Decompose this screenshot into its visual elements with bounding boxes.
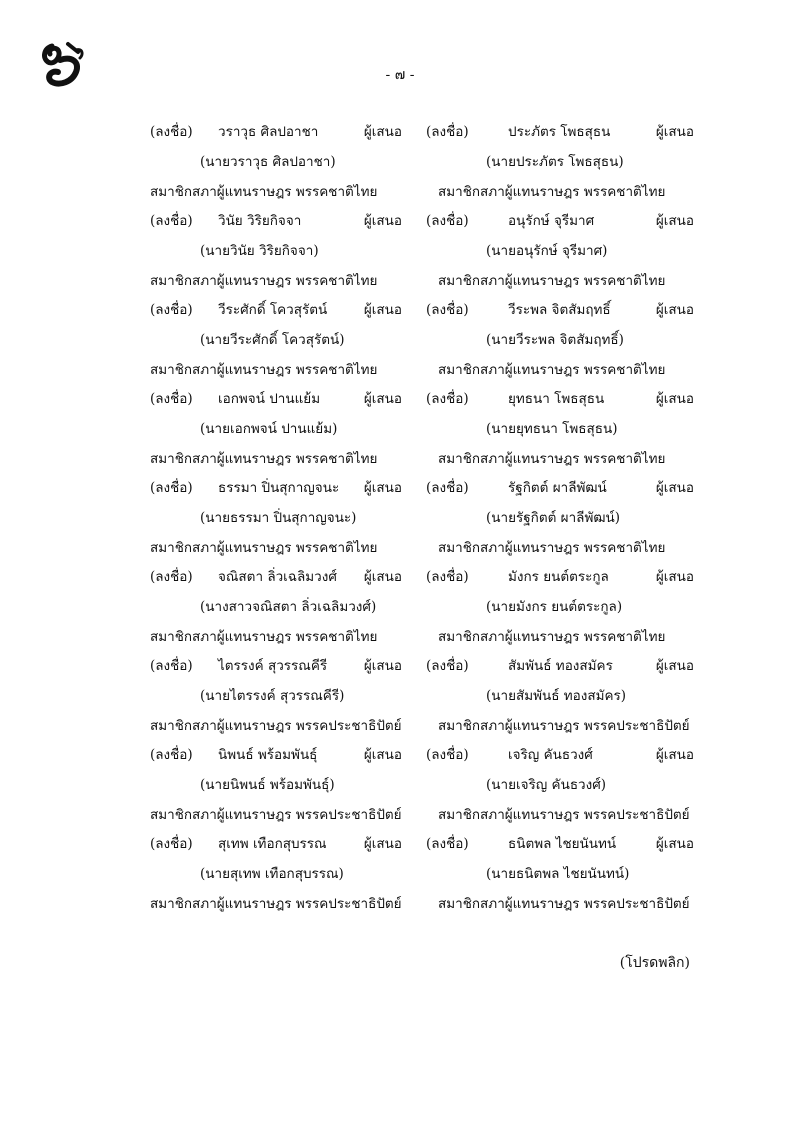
proposer-label: ผู้เสนอ <box>655 569 694 585</box>
signer-full-name: (นางสาวจณิสตา ลิ่วเฉลิมวงศ์) <box>200 599 377 615</box>
signer-full-name: (นายนิพนธ์ พร้อมพันธุ์) <box>200 777 335 793</box>
signature-right-sign <box>426 387 716 411</box>
signer-name: สุเทพ เทือกสุบรรณ <box>218 836 327 852</box>
signature-left-sign <box>150 298 420 322</box>
signature-right-full <box>426 239 716 263</box>
signature-right-sign <box>426 654 716 678</box>
signature-right-member <box>426 892 716 916</box>
signature-left-full <box>150 417 420 441</box>
signature-left-sign <box>150 565 420 589</box>
signer-membership: สมาชิกสภาผู้แทนราษฎร พรรคชาติไทย <box>150 362 378 378</box>
sign-label: (ลงชื่อ) <box>150 747 193 763</box>
signer-full-name: (นายรัฐกิตต์ ผาลีพัฒน์) <box>486 510 621 526</box>
signature-left-sign <box>150 654 420 678</box>
signature-right-member <box>426 625 716 649</box>
signer-full-name: (นายไตรรงค์ สุวรรณคีรี) <box>200 688 345 704</box>
signature-line-member <box>150 892 710 916</box>
sign-label: (ลงชื่อ) <box>426 124 469 140</box>
signature-right-full <box>426 773 716 797</box>
signature-left-sign <box>150 743 420 767</box>
signature-line-sign <box>150 654 710 678</box>
signature-left-full <box>150 328 420 352</box>
signer-membership: สมาชิกสภาผู้แทนราษฎร พรรคประชาธิปัตย์ <box>438 718 690 734</box>
signer-name: สัมพันธ์ ทองสมัคร <box>508 658 613 674</box>
signer-full-name: (นายสุเทพ เทือกสุบรรณ) <box>200 866 344 882</box>
signer-membership: สมาชิกสภาผู้แทนราษฎร พรรคประชาธิปัตย์ <box>438 807 690 823</box>
proposer-label: ผู้เสนอ <box>363 391 402 407</box>
signer-full-name: (นายธรรมา ปิ่นสุกาญจนะ) <box>200 510 357 526</box>
signature-line-member <box>150 180 710 204</box>
signature-left-full <box>150 150 420 174</box>
signature-left-full <box>150 862 420 886</box>
signature-line-full <box>150 684 710 708</box>
proposer-label: ผู้เสนอ <box>655 213 694 229</box>
proposer-label: ผู้เสนอ <box>655 658 694 674</box>
signature-line-sign <box>150 565 710 589</box>
signature-line-sign <box>150 387 710 411</box>
signature-left-sign <box>150 209 420 233</box>
signer-name: นิพนธ์ พร้อมพันธุ์ <box>218 747 318 763</box>
signature-line-sign <box>150 832 710 856</box>
signature-left-member <box>150 269 420 293</box>
signature-right-member <box>426 180 716 204</box>
signature-line-member <box>150 714 710 738</box>
signer-full-name: (นายประภัตร โพธสุธน) <box>486 154 624 170</box>
signature-line-member <box>150 269 710 293</box>
signature-right-sign <box>426 476 716 500</box>
sign-label: (ลงชื่อ) <box>150 480 193 496</box>
signer-membership: สมาชิกสภาผู้แทนราษฎร พรรคประชาธิปัตย์ <box>150 718 402 734</box>
signature-line-full <box>150 862 710 886</box>
signature-left-sign <box>150 387 420 411</box>
signature-line-member <box>150 536 710 560</box>
signature-right-full <box>426 150 716 174</box>
signature-left-member <box>150 358 420 382</box>
proposer-label: ผู้เสนอ <box>363 302 402 318</box>
proposer-label: ผู้เสนอ <box>363 480 402 496</box>
signer-name: วีระศักดิ์ โควสุรัตน์ <box>218 302 328 318</box>
signature-right-member <box>426 269 716 293</box>
signer-membership: สมาชิกสภาผู้แทนราษฎร พรรคประชาธิปัตย์ <box>150 807 402 823</box>
signer-full-name: (นายวีระพล จิตสัมฤทธิ์) <box>486 332 624 348</box>
signature-line-member <box>150 803 710 827</box>
signer-name: วีระพล จิตสัมฤทธิ์ <box>508 302 611 318</box>
signature-left-member <box>150 714 420 738</box>
signature-left-full <box>150 506 420 530</box>
signer-name: ยุทธนา โพธสุธน <box>508 391 605 407</box>
proposer-label: ผู้เสนอ <box>655 124 694 140</box>
signature-right-sign <box>426 565 716 589</box>
sign-label: (ลงชื่อ) <box>426 213 469 229</box>
signer-name: วินัย วิริยกิจจา <box>218 213 302 229</box>
signature-line-sign <box>150 120 710 144</box>
signature-left-full <box>150 595 420 619</box>
signature-left-member <box>150 180 420 204</box>
signer-name: วราวุธ ศิลปอาชา <box>218 124 319 140</box>
signature-left-member <box>150 447 420 471</box>
signer-name: รัฐกิตต์ ผาลีพัฒน์ <box>508 480 607 496</box>
signer-membership: สมาชิกสภาผู้แทนราษฎร พรรคชาติไทย <box>438 451 666 467</box>
sign-label: (ลงชื่อ) <box>426 480 469 496</box>
signer-full-name: (นายเอกพจน์ ปานแย้ม) <box>200 421 338 437</box>
signer-full-name: (นายเจริญ คันธวงศ์) <box>486 777 607 793</box>
sign-label: (ลงชื่อ) <box>426 836 469 852</box>
signer-membership: สมาชิกสภาผู้แทนราษฎร พรรคชาติไทย <box>438 273 666 289</box>
signature-left-sign <box>150 832 420 856</box>
signature-right-sign <box>426 120 716 144</box>
signer-membership: สมาชิกสภาผู้แทนราษฎร พรรคชาติไทย <box>150 451 378 467</box>
signature-left-full <box>150 684 420 708</box>
signature-right-sign <box>426 743 716 767</box>
signature-right-full <box>426 506 716 530</box>
signer-name: เจริญ คันธวงศ์ <box>508 747 593 763</box>
signature-right-full <box>426 595 716 619</box>
signature-right-member <box>426 358 716 382</box>
signer-name: ธรรมา ปิ่นสุกาญจนะ <box>218 480 340 496</box>
signature-line-full <box>150 506 710 530</box>
signer-name: ธนิตพล ไชยนันทน์ <box>508 836 617 852</box>
signature-line-full <box>150 417 710 441</box>
proposer-label: ผู้เสนอ <box>655 747 694 763</box>
signer-membership: สมาชิกสภาผู้แทนราษฎร พรรคชาติไทย <box>150 540 378 556</box>
signer-full-name: (นายวีระศักดิ์ โควสุรัตน์) <box>200 332 345 348</box>
signer-membership: สมาชิกสภาผู้แทนราษฎร พรรคชาติไทย <box>438 540 666 556</box>
please-turn-note: (โปรดพลิก) <box>619 955 690 971</box>
signature-right-member <box>426 714 716 738</box>
sign-label: (ลงชื่อ) <box>150 836 193 852</box>
proposer-label: ผู้เสนอ <box>363 213 402 229</box>
signer-name: ไตรรงค์ สุวรรณคีรี <box>218 658 328 674</box>
signature-right-sign <box>426 298 716 322</box>
proposer-label: ผู้เสนอ <box>655 480 694 496</box>
signature-left-member <box>150 803 420 827</box>
signer-membership: สมาชิกสภาผู้แทนราษฎร พรรคชาติไทย <box>438 362 666 378</box>
signature-left-member <box>150 625 420 649</box>
signer-full-name: (นายวราวุธ ศิลปอาชา) <box>200 154 336 170</box>
signature-right-sign <box>426 209 716 233</box>
sign-label: (ลงชื่อ) <box>150 302 193 318</box>
signature-left-member <box>150 892 420 916</box>
proposer-label: ผู้เสนอ <box>363 658 402 674</box>
signature-left-sign <box>150 120 420 144</box>
proposer-label: ผู้เสนอ <box>363 747 402 763</box>
sign-label: (ลงชื่อ) <box>426 302 469 318</box>
signature-line-full <box>150 150 710 174</box>
proposer-label: ผู้เสนอ <box>655 302 694 318</box>
signature-right-member <box>426 803 716 827</box>
signer-name: เอกพจน์ ปานแย้ม <box>218 391 321 407</box>
signer-full-name: (นายวินัย วิริยกิจจา) <box>200 243 319 259</box>
signature-right-full <box>426 862 716 886</box>
signature-right-full <box>426 328 716 352</box>
signer-full-name: (นายอนุรักษ์ จุรีมาศ) <box>486 243 608 259</box>
signer-membership: สมาชิกสภาผู้แทนราษฎร พรรคประชาธิปัตย์ <box>150 896 402 912</box>
signature-line-sign <box>150 476 710 500</box>
signer-name: มังกร ยนต์ตระกูล <box>508 569 609 585</box>
sign-label: (ลงชื่อ) <box>426 747 469 763</box>
signer-membership: สมาชิกสภาผู้แทนราษฎร พรรคประชาธิปัตย์ <box>438 896 690 912</box>
signature-right-member <box>426 536 716 560</box>
signer-name: ประภัตร โพธสุธน <box>508 124 611 140</box>
sign-label: (ลงชื่อ) <box>426 658 469 674</box>
signature-line-full <box>150 328 710 352</box>
sign-label: (ลงชื่อ) <box>426 569 469 585</box>
signature-line-member <box>150 358 710 382</box>
signer-membership: สมาชิกสภาผู้แทนราษฎร พรรคชาติไทย <box>150 184 378 200</box>
signer-name: อนุรักษ์ จุรีมาศ <box>508 213 595 229</box>
signer-name: จณิสตา ลิ่วเฉลิมวงศ์ <box>218 569 337 585</box>
signature-line-sign <box>150 298 710 322</box>
proposer-label: ผู้เสนอ <box>363 569 402 585</box>
sign-label: (ลงชื่อ) <box>426 391 469 407</box>
signature-right-member <box>426 447 716 471</box>
signature-left-sign <box>150 476 420 500</box>
signer-full-name: (นายธนิตพล ไชยนันทน์) <box>486 866 630 882</box>
signer-full-name: (นายมังกร ยนต์ตระกูล) <box>486 599 623 615</box>
page-number: - ๗ - <box>385 67 415 83</box>
signer-membership: สมาชิกสภาผู้แทนราษฎร พรรคชาติไทย <box>150 629 378 645</box>
signature-left-full <box>150 239 420 263</box>
proposer-label: ผู้เสนอ <box>655 391 694 407</box>
sign-label: (ลงชื่อ) <box>150 391 193 407</box>
proposer-label: ผู้เสนอ <box>363 124 402 140</box>
signer-membership: สมาชิกสภาผู้แทนราษฎร พรรคชาติไทย <box>438 629 666 645</box>
signature-line-sign <box>150 743 710 767</box>
signature-left-full <box>150 773 420 797</box>
sign-label: (ลงชื่อ) <box>150 658 193 674</box>
signature-line-sign <box>150 209 710 233</box>
signature-line-member <box>150 625 710 649</box>
signature-line-full <box>150 595 710 619</box>
signer-full-name: (นายยุทธนา โพธสุธน) <box>486 421 618 437</box>
signature-right-sign <box>426 832 716 856</box>
signer-membership: สมาชิกสภาผู้แทนราษฎร พรรคชาติไทย <box>150 273 378 289</box>
signature-right-full <box>426 417 716 441</box>
signature-line-member <box>150 447 710 471</box>
signature-right-full <box>426 684 716 708</box>
signature-left-member <box>150 536 420 560</box>
signer-full-name: (นายสัมพันธ์ ทองสมัคร) <box>486 688 627 704</box>
proposer-label: ผู้เสนอ <box>363 836 402 852</box>
sign-label: (ลงชื่อ) <box>150 569 193 585</box>
signer-membership: สมาชิกสภาผู้แทนราษฎร พรรคชาติไทย <box>438 184 666 200</box>
sign-label: (ลงชื่อ) <box>150 213 193 229</box>
signature-line-full <box>150 773 710 797</box>
sign-label: (ลงชื่อ) <box>150 124 193 140</box>
proposer-label: ผู้เสนอ <box>655 836 694 852</box>
signature-line-full <box>150 239 710 263</box>
